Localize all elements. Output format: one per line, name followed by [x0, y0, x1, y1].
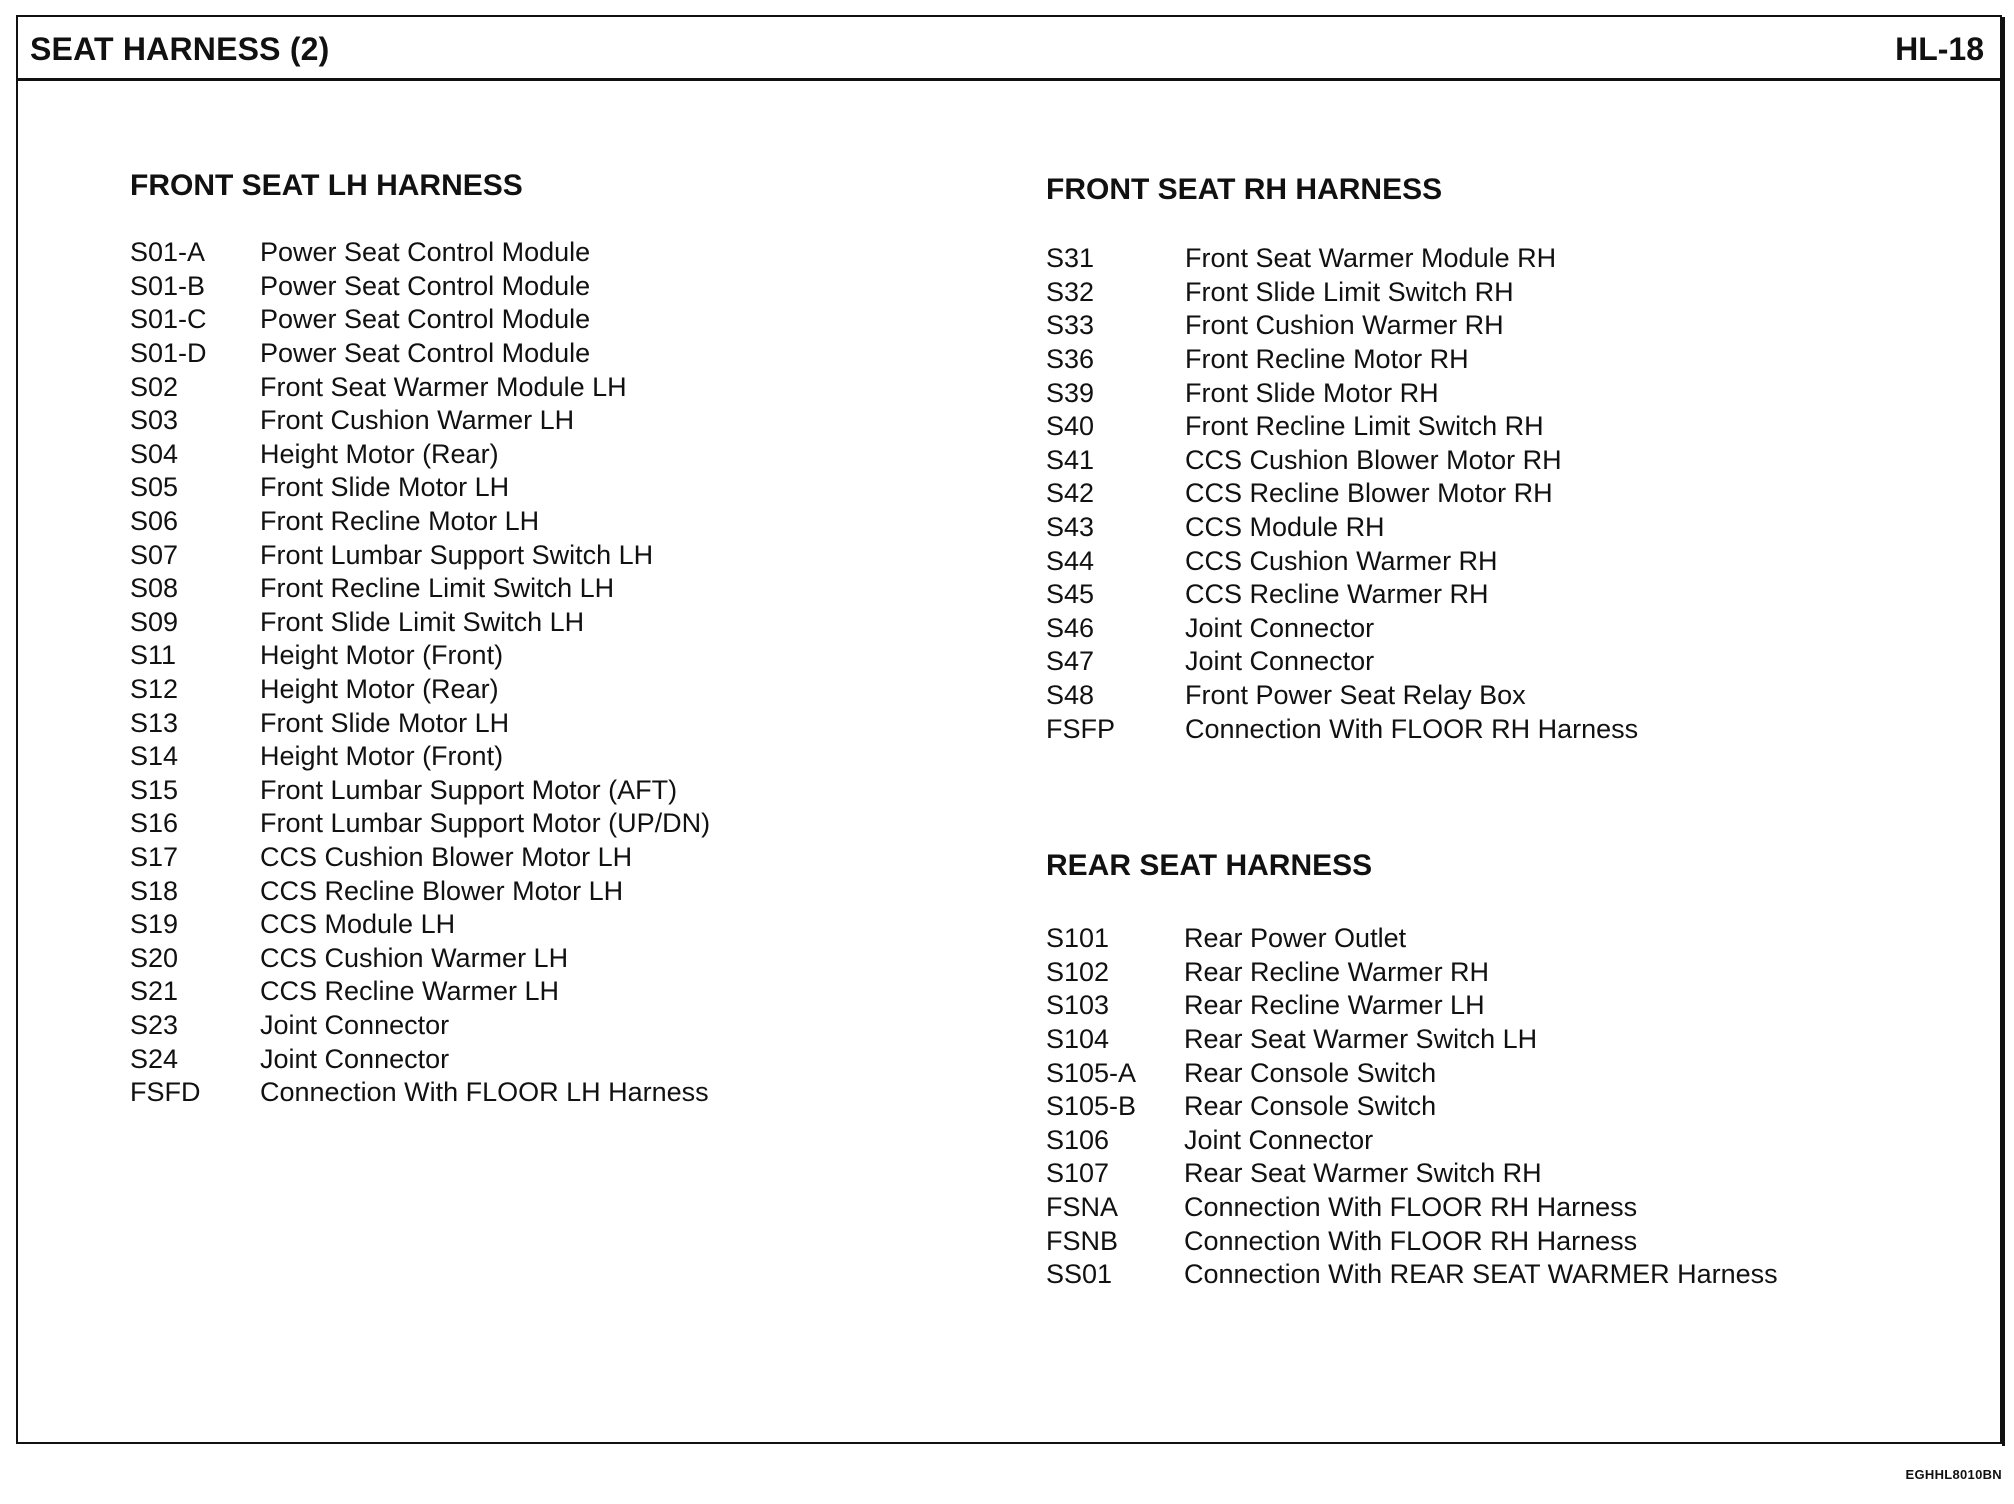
- connector-code: S21: [130, 976, 179, 1007]
- connector-code: S04: [130, 438, 179, 469]
- connector-description: Height Motor (Rear): [260, 438, 499, 469]
- connector-row: [1046, 511, 1638, 545]
- connector-description: CCS Module RH: [1185, 512, 1385, 543]
- connector-code: S101: [1046, 923, 1110, 954]
- connector-row: [130, 908, 710, 942]
- connector-description: Front Cushion Warmer RH: [1185, 310, 1504, 341]
- connector-row: [1046, 1023, 1778, 1057]
- connector-description: Front Slide Motor LH: [260, 707, 510, 738]
- connector-row: [1046, 679, 1638, 713]
- connector-code: FSFD: [130, 1077, 201, 1108]
- connector-description: Front Slide Limit Switch RH: [1185, 276, 1514, 307]
- connector-description: Connection With FLOOR LH Harness: [260, 1077, 709, 1108]
- connector-code: S47: [1046, 646, 1095, 677]
- connector-row: [1046, 1157, 1778, 1191]
- connector-row: [130, 505, 710, 539]
- section-title-front-lh: FRONT SEAT LH HARNESS: [130, 169, 523, 202]
- connector-row: [1046, 1224, 1778, 1258]
- connector-code: S13: [130, 707, 179, 738]
- connector-description: CCS Recline Blower Motor RH: [1185, 478, 1553, 509]
- connector-row: [1046, 309, 1638, 343]
- connector-description: Front Slide Motor RH: [1185, 377, 1439, 408]
- connector-description: Connection With FLOOR RH Harness: [1184, 1225, 1638, 1256]
- connector-description: Front Recline Limit Switch LH: [260, 573, 615, 604]
- connector-description: Rear Recline Warmer LH: [1184, 990, 1485, 1021]
- connector-description: Front Lumbar Support Switch LH: [260, 539, 654, 570]
- connector-row: [1046, 956, 1778, 990]
- connector-description: CCS Cushion Blower Motor LH: [260, 841, 633, 872]
- connector-code: S46: [1046, 612, 1095, 643]
- connector-code: S17: [130, 841, 179, 872]
- connector-description: Rear Recline Warmer RH: [1184, 956, 1490, 987]
- connector-code: S01-D: [130, 338, 207, 369]
- connector-code: S42: [1046, 478, 1095, 509]
- connector-description: Power Seat Control Module: [260, 338, 591, 369]
- connector-description: Rear Seat Warmer Switch RH: [1184, 1158, 1542, 1189]
- connector-row: [1046, 645, 1638, 679]
- section-title-rear: REAR SEAT HARNESS: [1046, 849, 1373, 882]
- connector-code: S107: [1046, 1158, 1110, 1189]
- connector-row: [1046, 712, 1638, 746]
- connector-description: Connection With FLOOR RH Harness: [1184, 1192, 1638, 1223]
- connector-row: [1046, 544, 1638, 578]
- connector-row: [1046, 989, 1778, 1023]
- connector-row: [1046, 444, 1638, 478]
- connector-description: CCS Cushion Blower Motor RH: [1185, 444, 1562, 475]
- connector-code: S48: [1046, 680, 1095, 711]
- connector-description: CCS Recline Warmer RH: [1185, 579, 1489, 610]
- connector-description: CCS Recline Warmer LH: [260, 976, 560, 1007]
- connector-code: S44: [1046, 545, 1095, 576]
- connector-code: S16: [130, 808, 179, 839]
- connector-row: [130, 874, 710, 908]
- connector-description: Front Lumbar Support Motor (UP/DN): [260, 808, 711, 839]
- page-header: [18, 17, 2000, 81]
- connector-description: Height Motor (Rear): [260, 674, 499, 705]
- connector-row: [130, 471, 710, 505]
- connector-row: [1046, 410, 1638, 444]
- connector-row: [130, 841, 710, 875]
- connector-code: S105-A: [1046, 1057, 1137, 1088]
- connector-description: Front Seat Warmer Module LH: [260, 371, 627, 402]
- connector-row: [1046, 612, 1638, 646]
- connector-code: S31: [1046, 243, 1095, 274]
- connector-code: S103: [1046, 990, 1110, 1021]
- connector-code: S01-A: [130, 237, 206, 268]
- connector-description: Power Seat Control Module: [260, 304, 591, 335]
- connector-code: S39: [1046, 377, 1095, 408]
- connector-code: S08: [130, 573, 179, 604]
- connector-row: [1046, 376, 1638, 410]
- connector-code: S102: [1046, 956, 1110, 987]
- connector-row: [1046, 1191, 1778, 1225]
- connector-row: [130, 673, 710, 707]
- connector-row: [1046, 1258, 1778, 1292]
- connector-code: S24: [130, 1043, 179, 1074]
- connector-description: Rear Seat Warmer Switch LH: [1184, 1024, 1538, 1055]
- connector-row: [130, 337, 710, 371]
- connector-row: [1046, 1056, 1778, 1090]
- connector-code: S36: [1046, 344, 1095, 375]
- connector-code: S15: [130, 774, 179, 805]
- connector-row: [130, 1042, 710, 1076]
- front-seat-lh-section: [130, 168, 710, 1109]
- connector-row: [130, 941, 710, 975]
- connector-description: Height Motor (Front): [260, 741, 504, 772]
- connector-code: S106: [1046, 1124, 1110, 1155]
- connector-code: S01-B: [130, 270, 206, 301]
- connector-code: FSFP: [1046, 713, 1116, 744]
- connector-row: [130, 270, 710, 304]
- connector-row: [1046, 343, 1638, 377]
- connector-row: [1046, 477, 1638, 511]
- connector-description: Joint Connector: [1185, 646, 1375, 677]
- connector-code: S45: [1046, 579, 1095, 610]
- connector-row: [130, 706, 710, 740]
- connector-code: S02: [130, 371, 179, 402]
- connector-row: [1046, 242, 1638, 276]
- connector-description: Front Slide Limit Switch LH: [260, 606, 585, 637]
- connector-row: [130, 404, 710, 438]
- connector-description: Front Seat Warmer Module RH: [1185, 243, 1557, 274]
- connector-description: Connection With FLOOR RH Harness: [1185, 713, 1639, 744]
- connector-code: S32: [1046, 276, 1095, 307]
- connector-description: CCS Cushion Warmer RH: [1185, 545, 1498, 576]
- connector-code: S40: [1046, 411, 1095, 442]
- connector-row: [130, 303, 710, 337]
- connector-row: [130, 438, 710, 472]
- connector-row: [1046, 922, 1778, 956]
- connector-code: S105-B: [1046, 1091, 1137, 1122]
- connector-description: Joint Connector: [1185, 612, 1375, 643]
- connector-row: [130, 538, 710, 572]
- page-title: SEAT HARNESS (2): [30, 31, 330, 67]
- connector-description: Front Recline Limit Switch RH: [1185, 411, 1544, 442]
- connector-description: Front Cushion Warmer LH: [260, 405, 575, 436]
- connector-description: Power Seat Control Module: [260, 237, 591, 268]
- connector-row: [130, 975, 710, 1009]
- connector-list: [130, 236, 710, 1109]
- frame-shadow: [2002, 17, 2005, 1446]
- connector-code: S20: [130, 942, 179, 973]
- connector-code: S06: [130, 506, 179, 537]
- connector-row: [130, 572, 710, 606]
- document-code: EGHHL8010BN: [1905, 1467, 2002, 1482]
- connector-description: Joint Connector: [260, 1043, 450, 1074]
- connector-row: [130, 740, 710, 774]
- connector-code: FSNA: [1046, 1192, 1119, 1223]
- connector-row: [130, 774, 710, 808]
- section-title-front-rh: FRONT SEAT RH HARNESS: [1046, 173, 1443, 206]
- connector-description: Connection With REAR SEAT WARMER Harness: [1184, 1259, 1778, 1290]
- connector-description: Height Motor (Front): [260, 640, 504, 671]
- connector-row: [130, 1009, 710, 1043]
- connector-description: Joint Connector: [260, 1009, 450, 1040]
- connector-code: S03: [130, 405, 179, 436]
- connector-description: Rear Console Switch: [1184, 1057, 1437, 1088]
- connector-code: S23: [130, 1009, 179, 1040]
- connector-description: CCS Recline Blower Motor LH: [260, 875, 624, 906]
- connector-row: [1046, 276, 1638, 310]
- connector-description: CCS Module LH: [260, 909, 456, 940]
- connector-row: [130, 1076, 710, 1110]
- connector-description: Rear Console Switch: [1184, 1091, 1437, 1122]
- connector-code: S09: [130, 606, 179, 637]
- connector-code: S12: [130, 674, 179, 705]
- connector-code: S11: [130, 640, 177, 671]
- connector-code: S104: [1046, 1024, 1110, 1055]
- connector-code: S05: [130, 472, 179, 503]
- connector-row: [1046, 1090, 1778, 1124]
- connector-description: Front Recline Motor LH: [260, 506, 540, 537]
- connector-code: S14: [130, 741, 179, 772]
- front-seat-rh-section: [1046, 172, 1638, 746]
- connector-code: S01-C: [130, 304, 207, 335]
- connector-row: [1046, 1124, 1778, 1158]
- connector-description: Front Recline Motor RH: [1185, 344, 1469, 375]
- connector-description: CCS Cushion Warmer LH: [260, 942, 569, 973]
- rear-seat-section: [1046, 848, 1778, 1292]
- connector-code: S41: [1046, 444, 1095, 475]
- connector-description: Front Slide Motor LH: [260, 472, 510, 503]
- connector-code: SS01: [1046, 1259, 1113, 1290]
- connector-description: Joint Connector: [1184, 1124, 1374, 1155]
- connector-description: Front Lumbar Support Motor (AFT): [260, 774, 678, 805]
- connector-description: Power Seat Control Module: [260, 270, 591, 301]
- connector-code: S19: [130, 909, 179, 940]
- connector-row: [130, 606, 710, 640]
- connector-row: [130, 807, 710, 841]
- connector-code: FSNB: [1046, 1225, 1119, 1256]
- connector-row: [1046, 578, 1638, 612]
- connector-row: [130, 236, 710, 270]
- connector-row: [130, 370, 710, 404]
- connector-code: S18: [130, 875, 179, 906]
- connector-list: [1046, 922, 1778, 1292]
- connector-description: Front Power Seat Relay Box: [1185, 680, 1526, 711]
- connector-code: S07: [130, 539, 179, 570]
- connector-code: S33: [1046, 310, 1095, 341]
- connector-row: [130, 639, 710, 673]
- page-code: HL-18: [1895, 31, 1984, 67]
- connector-list: [1046, 242, 1638, 746]
- connector-code: S43: [1046, 512, 1095, 543]
- connector-description: Rear Power Outlet: [1184, 923, 1407, 954]
